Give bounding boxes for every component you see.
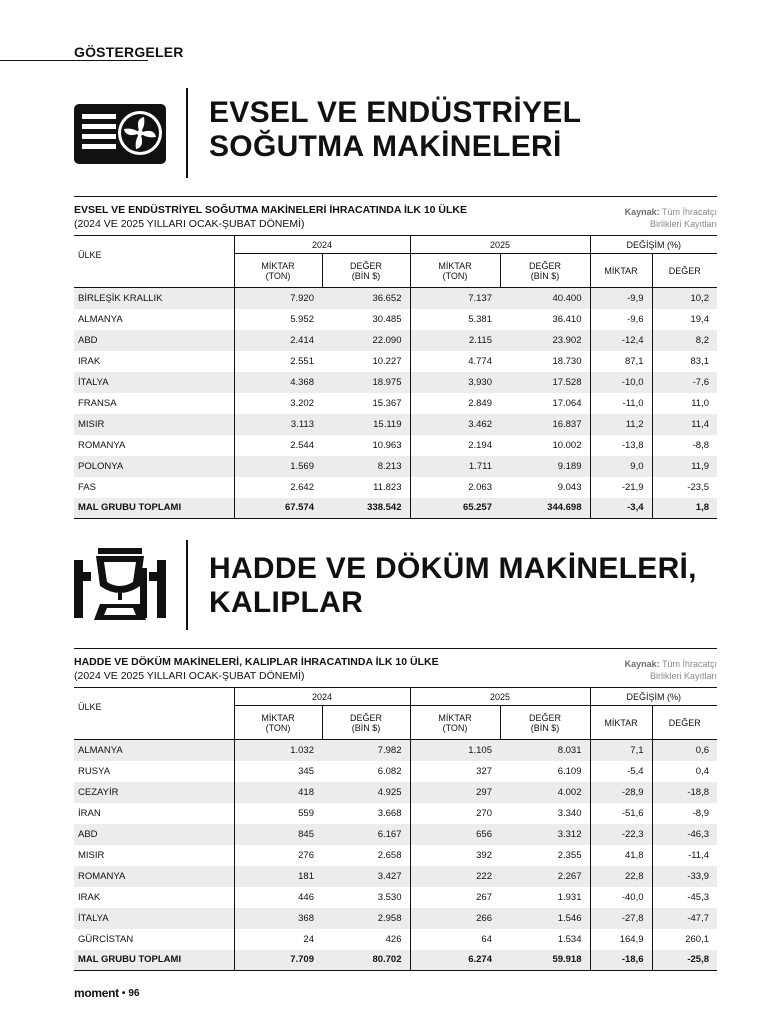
table-row (74, 414, 717, 435)
value-cell: 8,2 (652, 330, 717, 351)
value-cell: -11,4 (688, 849, 710, 861)
value-cell: 2.194 (468, 439, 492, 451)
value-cell: 2.414 (234, 330, 322, 351)
value-cell: -27,8 (590, 908, 652, 929)
value-cell: 1.105 (410, 740, 500, 761)
header-change: DEĞİŞİM (%) (590, 688, 717, 706)
value-cell: 2.544 (290, 439, 314, 451)
source-note: Kaynak: Tüm İhracatçı Birlikleri Kayıtları (624, 207, 717, 229)
value-cell: 10.227 (322, 351, 410, 372)
value-cell: -46,3 (652, 824, 717, 845)
total-value: -3,4 (590, 498, 652, 519)
country-cell: ALMANYA (74, 309, 234, 330)
value-cell: 3.668 (322, 803, 410, 824)
country-cell: ABD (74, 330, 234, 351)
value-cell: 426 (322, 929, 410, 950)
value-cell: 10,2 (652, 288, 717, 309)
value-cell: 2.958 (322, 908, 410, 929)
value-cell: 164,9 (590, 929, 652, 950)
header-val-2024: DEĞER (BİN $) (322, 254, 410, 288)
header-year-2024: 2024 (234, 236, 410, 254)
value-cell: 3.113 (234, 414, 322, 435)
value-cell: 11,0 (691, 397, 710, 409)
value-cell: -7,6 (652, 372, 717, 393)
page-footer (74, 986, 140, 1000)
table-title: HADDE VE DÖKÜM MAKİNELERİ, KALIPLAR İHRACATINDA İLK 10 ÜLKE (74, 656, 439, 668)
value-cell: 1.032 (234, 740, 322, 761)
country-cell: FAS (74, 477, 234, 498)
country-cell: IRAK (74, 351, 234, 372)
table-row (74, 866, 717, 887)
source-note: Kaynak: Tüm İhracatçı Birlikleri Kayıtları (624, 659, 717, 681)
value-cell: 16.837 (500, 414, 590, 435)
value-cell: 6.167 (322, 824, 410, 845)
value-cell: -18,8 (652, 782, 717, 803)
value-cell: 6.109 (500, 761, 590, 782)
country-cell: RUSYA (74, 761, 234, 782)
country-cell: GÜRCİSTAN (74, 929, 234, 950)
page-number: 96 (128, 987, 140, 999)
value-cell: 260,1 (685, 933, 710, 945)
value-cell: 18.975 (322, 372, 410, 393)
value-cell: 2.063 (468, 481, 492, 493)
value-cell: 392 (476, 849, 492, 861)
value-cell: 3.202 (290, 397, 314, 409)
table-title: EVSEL VE ENDÜSTRİYEL SOĞUTMA MAKİNELERİ İHRACATINDA İLK 10 ÜLKE (74, 204, 468, 216)
value-cell: 24 (303, 933, 314, 945)
value-cell: -28,9 (590, 782, 652, 803)
value-cell: -22,3 (590, 824, 652, 845)
country-cell: BİRLEŞİK KRALLIK (74, 288, 234, 309)
value-cell: -8,9 (692, 807, 710, 819)
table-row (74, 761, 717, 782)
kicker-divider (0, 60, 148, 61)
value-cell: 4.368 (234, 372, 322, 393)
header-qty-2025: MİKTAR (TON) (410, 254, 500, 288)
export-table-casting (74, 648, 717, 971)
value-cell: -9,9 (590, 288, 652, 309)
value-cell: 22,8 (590, 866, 652, 887)
value-cell: 41,8 (590, 845, 652, 866)
section-kicker: GÖSTERGELER (74, 44, 184, 60)
table-row (74, 824, 717, 845)
section-header-refrigeration (74, 88, 734, 180)
header-qty-2024: MİKTAR (TON) (234, 706, 322, 740)
table-row (74, 435, 717, 456)
value-cell: 7.982 (322, 740, 410, 761)
value-cell: 9,0 (590, 456, 652, 477)
data-table (74, 687, 717, 971)
value-cell: -33,9 (652, 866, 717, 887)
value-cell: -13,8 (590, 435, 652, 456)
value-cell: 17.064 (500, 393, 590, 414)
value-cell: 2.267 (500, 866, 590, 887)
value-cell: 656 (410, 824, 500, 845)
value-cell: 11,4 (652, 414, 717, 435)
value-cell: 3.340 (500, 803, 590, 824)
value-cell: 10.963 (322, 435, 410, 456)
country-cell: ABD (74, 824, 234, 845)
value-cell: 30.485 (322, 309, 410, 330)
table-row (74, 330, 717, 351)
table-row (74, 887, 717, 908)
header-change-qty: MİKTAR (590, 254, 652, 288)
value-cell: 3.530 (322, 887, 410, 908)
header-qty-2025: MİKTAR (TON) (410, 706, 500, 740)
value-cell: 19,4 (690, 313, 710, 325)
country-cell: CEZAYİR (74, 782, 234, 803)
table-row (74, 309, 717, 330)
table-caption (74, 649, 717, 687)
table-row (74, 740, 717, 761)
value-cell: 345 (298, 765, 314, 777)
header-qty-2024: MİKTAR (TON) (234, 254, 322, 288)
country-cell: ROMANYA (74, 866, 234, 887)
header-country: ÜLKE (74, 688, 234, 740)
value-cell: 446 (298, 891, 314, 903)
country-cell: ALMANYA (74, 740, 234, 761)
total-value: 338.542 (322, 498, 410, 519)
header-change-val: DEĞER (652, 254, 717, 288)
value-cell: -23,5 (687, 481, 710, 493)
footer-separator: • (121, 987, 126, 999)
value-cell: 6.082 (322, 761, 410, 782)
section-title: EVSEL VE ENDÜSTRİYEL SOĞUTMA MAKİNELERİ (209, 96, 582, 163)
value-cell: 4.774 (468, 355, 492, 367)
value-cell: 2.849 (468, 397, 492, 409)
value-cell: 1.569 (234, 456, 322, 477)
header-year-2025: 2025 (410, 688, 590, 706)
air-conditioner-icon (74, 104, 169, 184)
value-cell: 5.952 (290, 313, 314, 325)
section-title: HADDE VE DÖKÜM MAKİNELERİ, KALIPLAR (209, 552, 697, 619)
casting-ladle-icon (74, 546, 169, 626)
value-cell: 7,1 (590, 740, 652, 761)
value-cell: -47,7 (652, 908, 717, 929)
value-cell: -8,8 (692, 439, 710, 451)
header-change: DEĞİŞİM (%) (590, 236, 717, 254)
value-cell: 1.931 (500, 887, 590, 908)
value-cell: 1.546 (500, 908, 590, 929)
value-cell: 15.119 (322, 414, 410, 435)
value-cell: -21,9 (590, 477, 652, 498)
header-divider (186, 540, 188, 630)
value-cell: 36.652 (322, 288, 410, 309)
export-table-refrigeration (74, 196, 717, 519)
value-cell: -5,4 (590, 761, 652, 782)
total-row (74, 498, 717, 519)
value-cell: 87,1 (590, 351, 652, 372)
value-cell: 5.381 (468, 313, 492, 325)
value-cell: 2.658 (322, 845, 410, 866)
table-caption (74, 197, 717, 235)
value-cell: 3.312 (500, 824, 590, 845)
total-value: 1,8 (652, 498, 717, 519)
total-value: 6.274 (410, 950, 500, 971)
table-row (74, 908, 717, 929)
table-subtitle: (2024 VE 2025 YILLARI OCAK-ŞUBAT DÖNEMİ) (74, 670, 305, 682)
value-cell: 2.115 (410, 330, 500, 351)
value-cell: -11,0 (590, 393, 652, 414)
country-cell: İRAN (74, 803, 234, 824)
value-cell: -10,0 (590, 372, 652, 393)
country-cell: FRANSA (74, 393, 234, 414)
value-cell: 11.823 (322, 477, 410, 498)
value-cell: -45,3 (687, 891, 710, 903)
value-cell: 2.551 (290, 355, 314, 367)
table-row (74, 929, 717, 950)
value-cell: 4.925 (322, 782, 410, 803)
country-cell: ROMANYA (74, 435, 234, 456)
value-cell: 36.410 (500, 309, 590, 330)
magazine-logo: moment (74, 986, 119, 1000)
table-row (74, 803, 717, 824)
value-cell: 23.902 (500, 330, 590, 351)
section-header-casting (74, 540, 734, 632)
header-val-2025: DEĞER (BİN $) (500, 254, 590, 288)
total-row (74, 950, 717, 971)
table-row (74, 393, 717, 414)
header-val-2025: DEĞER (BİN $) (500, 706, 590, 740)
value-cell: 267 (476, 891, 492, 903)
value-cell: 15.367 (322, 393, 410, 414)
value-cell: 270 (476, 807, 492, 819)
value-cell: -40,0 (590, 887, 652, 908)
value-cell: -12,4 (590, 330, 652, 351)
value-cell: 276 (298, 849, 314, 861)
value-cell: 3.930 (410, 372, 500, 393)
table-subtitle: (2024 VE 2025 YILLARI OCAK-ŞUBAT DÖNEMİ) (74, 218, 305, 230)
table-row (74, 288, 717, 309)
value-cell: 1.534 (500, 929, 590, 950)
country-cell: IRAK (74, 887, 234, 908)
country-cell: MISIR (74, 414, 234, 435)
table-row (74, 845, 717, 866)
value-cell: 9.043 (500, 477, 590, 498)
value-cell: 181 (234, 866, 322, 887)
value-cell: 0,6 (652, 740, 717, 761)
value-cell: 1.711 (410, 456, 500, 477)
table-row (74, 477, 717, 498)
value-cell: 368 (234, 908, 322, 929)
value-cell: 2.642 (290, 481, 314, 493)
value-cell: 222 (410, 866, 500, 887)
total-value: 7.709 (234, 950, 322, 971)
country-cell: POLONYA (74, 456, 234, 477)
value-cell: 8.213 (322, 456, 410, 477)
value-cell: 2.355 (500, 845, 590, 866)
value-cell: 327 (476, 765, 492, 777)
header-country: ÜLKE (74, 236, 234, 288)
country-cell: MISIR (74, 845, 234, 866)
total-value: -25,8 (652, 950, 717, 971)
value-cell: 7.137 (410, 288, 500, 309)
value-cell: 22.090 (322, 330, 410, 351)
table-row (74, 351, 717, 372)
total-value: 344.698 (500, 498, 590, 519)
value-cell: 4.002 (500, 782, 590, 803)
total-label: MAL GRUBU TOPLAMI (74, 498, 234, 519)
data-table (74, 235, 717, 519)
total-value: 67.574 (234, 498, 322, 519)
total-label: MAL GRUBU TOPLAMI (74, 950, 234, 971)
country-cell: İTALYA (74, 908, 234, 929)
header-val-2024: DEĞER (BİN $) (322, 706, 410, 740)
table-body (74, 740, 717, 971)
value-cell: -9,6 (590, 309, 652, 330)
value-cell: 83,1 (690, 355, 710, 367)
total-value: 65.257 (410, 498, 500, 519)
value-cell: 11,9 (652, 456, 717, 477)
value-cell: 17.528 (500, 372, 590, 393)
value-cell: 3.427 (322, 866, 410, 887)
header-change-qty: MİKTAR (590, 706, 652, 740)
value-cell: 418 (234, 782, 322, 803)
table-body (74, 288, 717, 519)
value-cell: 845 (234, 824, 322, 845)
value-cell: 559 (298, 807, 314, 819)
total-value: 59.918 (500, 950, 590, 971)
header-change-val: DEĞER (652, 706, 717, 740)
value-cell: 10.002 (500, 435, 590, 456)
table-row (74, 782, 717, 803)
header-year-2024: 2024 (234, 688, 410, 706)
header-year-2025: 2025 (410, 236, 590, 254)
value-cell: 40.400 (500, 288, 590, 309)
value-cell: 11,2 (590, 414, 652, 435)
value-cell: 18.730 (500, 351, 590, 372)
value-cell: 3.462 (410, 414, 500, 435)
table-row (74, 456, 717, 477)
header-divider (186, 88, 188, 178)
value-cell: 266 (410, 908, 500, 929)
total-value: -18,6 (590, 950, 652, 971)
value-cell: 9.189 (500, 456, 590, 477)
value-cell: 8.031 (500, 740, 590, 761)
total-value: 80.702 (322, 950, 410, 971)
country-cell: İTALYA (74, 372, 234, 393)
value-cell: -51,6 (590, 803, 652, 824)
value-cell: 7.920 (234, 288, 322, 309)
value-cell: 0,4 (695, 765, 710, 777)
table-row (74, 372, 717, 393)
value-cell: 64 (481, 933, 492, 945)
value-cell: 297 (410, 782, 500, 803)
